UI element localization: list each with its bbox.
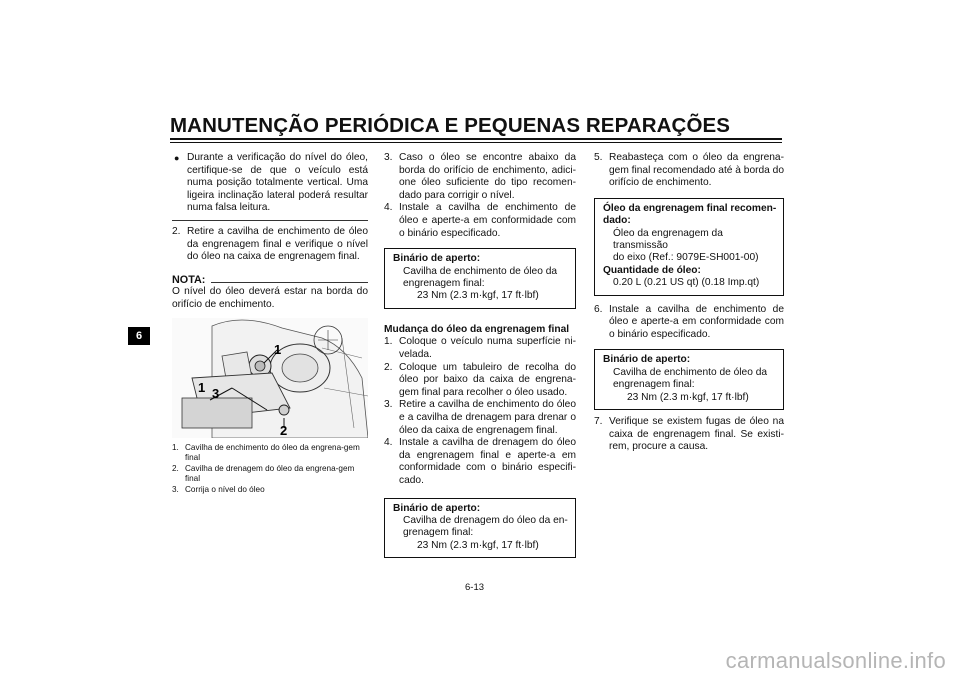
column-1 — [172, 152, 368, 319]
torque-spec-box — [384, 248, 576, 309]
step-number: 2. — [172, 225, 181, 237]
page-number: 6-13 — [465, 582, 485, 593]
spec-value: 23 Nm (2.3 m·kgf, 17 ft·lbf) — [417, 290, 539, 302]
spec-heading: Binário de aperto: — [603, 354, 691, 366]
step-text: Coloque o veículo numa superfície ni-velada. — [399, 336, 576, 360]
step-4 — [384, 202, 576, 240]
step-text: Caso o óleo se encontre abaixo da borda do orifício de enchimento, adici-one óleo suficiente do tipo recomen-dado para corrigir o nível. — [399, 152, 576, 201]
oil-quantity-heading: Quantidade de óleo: — [603, 264, 701, 276]
torque-spec-box — [594, 349, 784, 410]
watermark: carmanualsonline.info — [725, 648, 946, 673]
callout-2: 2 — [280, 423, 288, 438]
title-underline-thin — [170, 142, 782, 143]
oil-heading: Óleo da engrenagem final recomen- — [603, 202, 777, 214]
step-text: Retire a cavilha de enchimento de óleo da engrenagem final e verifique o nível do óleo na caixa de engrenagem final. — [187, 225, 368, 263]
column-3 — [594, 152, 784, 454]
step-number: 3. — [384, 152, 393, 163]
nota-heading — [172, 274, 368, 287]
step-number: 5. — [594, 152, 603, 163]
caption-text: Cavilha de enchimento do óleo da engrena-gem final — [185, 443, 360, 462]
caption-item — [172, 485, 368, 495]
change-step-1 — [384, 336, 576, 361]
caption-number: 1. — [172, 443, 179, 452]
figure-captions — [172, 443, 368, 496]
spec-line: engrenagem final: — [613, 379, 695, 391]
caption-item — [172, 464, 368, 484]
step-6 — [594, 304, 784, 342]
step-2 — [172, 226, 368, 264]
callout-1-left: 1 — [198, 380, 206, 395]
change-step-3 — [384, 399, 576, 437]
change-step-4 — [384, 437, 576, 487]
step-text: Instale a cavilha de drenagem do óleo da engrenagem final e aperte-a em conformidade com o binário especifi-cado. — [399, 437, 576, 486]
chapter-tab: 6 — [128, 327, 150, 345]
title-underline-thick — [170, 138, 782, 140]
step-text: Instale a cavilha de enchimento de óleo e aperte-a em conformidade com o binário especificado. — [609, 303, 784, 340]
step-number: 7. — [594, 416, 603, 428]
bullet-text: Durante a verificação do nível do óleo, certifique-se de que o veículo está numa posição totalmente vertical. Uma ligeira inclinação lateral poderá resultar numa falsa leitura. — [187, 152, 368, 214]
step-number: 6. — [594, 303, 603, 315]
column-2 — [384, 152, 576, 558]
caption-item — [172, 443, 368, 463]
oil-line: Óleo da engrenagem da transmissão — [613, 227, 723, 251]
change-step-2 — [384, 362, 576, 400]
section-heading: Mudança do óleo da engrenagem final — [384, 323, 570, 335]
spec-line: grenagem final: — [403, 527, 474, 539]
oil-quantity-value: 0.20 L (0.21 US qt) (0.18 Imp.qt) — [613, 277, 760, 289]
spec-value: 23 Nm (2.3 m·kgf, 17 ft·lbf) — [417, 539, 539, 551]
spec-value: 23 Nm (2.3 m·kgf, 17 ft·lbf) — [627, 391, 749, 403]
nota-rule — [211, 282, 368, 283]
nota-text: O nível do óleo deverá estar na borda do orifício de enchimento. — [172, 286, 368, 310]
illustration-drawing — [172, 318, 368, 438]
bullet-note — [172, 152, 368, 215]
spec-line: Cavilha de drenagem do óleo da en- — [403, 514, 568, 526]
step-text: Verifique se existem fugas de óleo na caixa de engrenagem final. Se existi-rem, procure a causa. — [609, 416, 784, 453]
step-5 — [594, 152, 784, 190]
spec-line: Cavilha de enchimento de óleo da — [403, 265, 558, 277]
step-number: 3. — [384, 399, 393, 411]
oil-line: do eixo (Ref.: 9079E-SH001-00) — [613, 252, 759, 264]
oil-heading-cont: dado: — [603, 215, 631, 227]
step-text: Coloque um tabuleiro de recolha do óleo por baixo da caixa de engrena-gem final para recolher o óleo usado. — [399, 361, 576, 398]
callout-1-top: 1 — [274, 342, 282, 357]
step-text: Retire a cavilha de enchimento do óleo e a cavilha de drenagem para drenar o óleo da caixa de engrenagem final. — [399, 399, 576, 436]
spec-line: Cavilha de enchimento de óleo da — [613, 366, 768, 378]
spec-line: engrenagem final: — [403, 277, 485, 289]
step-text: Reabasteça com o óleo da engrena-gem final recomendado até à borda do orifício de enchimento. — [609, 152, 785, 189]
step-7 — [594, 416, 784, 454]
spec-heading: Binário de aperto: — [393, 502, 481, 514]
nota-label: NOTA: — [172, 273, 206, 286]
caption-number: 3. — [172, 485, 179, 494]
step-3 — [384, 152, 576, 202]
torque-spec-box — [384, 498, 576, 559]
divider — [172, 220, 368, 221]
bullet-icon: ● — [174, 153, 180, 163]
caption-text: Corrija o nível do óleo — [185, 485, 265, 494]
page-title: MANUTENÇÃO PERIÓDICA E PEQUENAS REPARAÇÕES — [170, 114, 731, 137]
caption-text: Cavilha de drenagem do óleo da engrena-gem final — [185, 464, 355, 483]
spec-heading: Binário de aperto: — [393, 253, 481, 265]
step-number: 1. — [384, 336, 393, 348]
step-number: 4. — [384, 202, 393, 214]
gear-case-illustration — [172, 318, 368, 438]
caption-number: 2. — [172, 464, 179, 473]
recommended-oil-box — [594, 198, 784, 296]
step-number: 4. — [384, 437, 393, 449]
callout-3: 3 — [212, 386, 220, 401]
step-text: Instale a cavilha de enchimento de óleo e aperte-a em conformidade com o binário especificado. — [399, 202, 576, 239]
step-number: 2. — [384, 361, 393, 373]
